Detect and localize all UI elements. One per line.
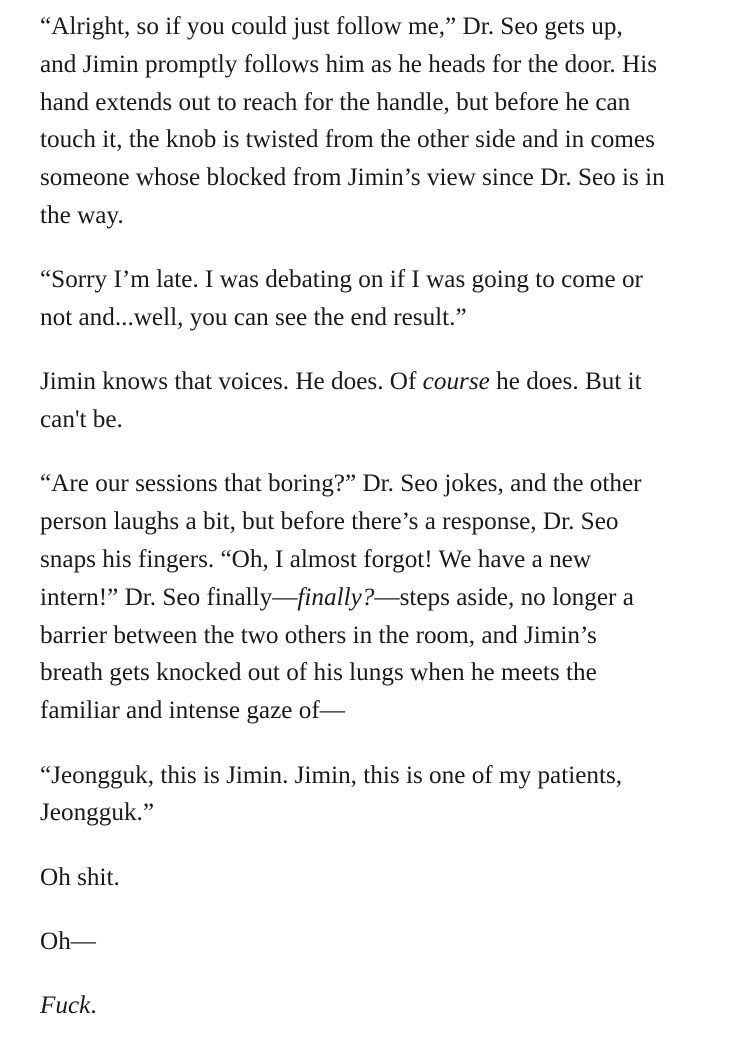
story-paragraph (40, 465, 730, 730)
story-paragraph (40, 363, 730, 439)
story-paragraph (40, 8, 730, 235)
text-segment: familiar and intense gaze of— (40, 697, 345, 725)
text-line (40, 121, 730, 159)
story-paragraph (40, 261, 730, 337)
text-line (40, 84, 730, 122)
text-line (40, 617, 730, 655)
text-line (40, 757, 730, 795)
text-segment: “Are our sessions that boring?” Dr. Seo jokes, and the other (40, 470, 642, 498)
text-line (40, 503, 730, 541)
story-paragraph (40, 923, 730, 961)
text-segment: intern!” Dr. Seo finally— (40, 583, 298, 611)
text-segment: snaps his fingers. “Oh, I almost forgot! We have a new (40, 546, 592, 574)
text-line (40, 46, 730, 84)
text-segment: not and...well, you can see the end result.” (40, 304, 467, 332)
text-segment: “Alright, so if you could just follow me,” Dr. Seo gets up, (40, 13, 623, 40)
text-segment: can't be. (40, 406, 123, 434)
text-line (40, 197, 730, 235)
text-segment: Oh— (40, 927, 96, 955)
text-line (40, 794, 730, 832)
text-segment: and Jimin promptly follows him as he heads for the door. His (40, 50, 658, 78)
text-line (40, 401, 730, 439)
text-segment: hand extends out to reach for the handle, but before he can (40, 88, 631, 116)
story-paragraph (40, 757, 730, 833)
text-segment: Jimin knows that voices. He does. Of (40, 368, 423, 396)
text-line (40, 692, 730, 730)
text-line (40, 541, 730, 579)
text-segment: barrier between the two others in the room, and Jimin’s (40, 621, 597, 649)
text-line (40, 654, 730, 692)
text-line (40, 465, 730, 503)
text-line (40, 8, 730, 46)
text-segment: the way. (40, 201, 124, 229)
text-segment: person laughs a bit, but before there’s a response, Dr. Seo (40, 508, 619, 536)
text-line (40, 923, 730, 961)
text-segment: someone whose blocked from Jimin’s view since Dr. Seo is in (40, 164, 665, 192)
text-line (40, 261, 730, 299)
text-line (40, 987, 730, 1025)
text-line (40, 363, 730, 401)
text-segment: “Jeongguk, this is Jimin. Jimin, this is one of my patients, (40, 761, 623, 789)
text-segment: touch it, the knob is twisted from the other side and in comes (40, 126, 655, 154)
story-page (40, 8, 730, 1025)
text-segment: Oh shit. (40, 863, 120, 891)
text-segment: he does. But it (489, 368, 642, 396)
story-paragraph (40, 859, 730, 897)
text-segment: breath gets knocked out of his lungs when he meets the (40, 659, 597, 687)
text-segment: —steps aside, no longer a (374, 583, 634, 611)
text-line (40, 299, 730, 337)
italic-text: Fuck (40, 992, 91, 1020)
text-segment: . (90, 992, 97, 1020)
italic-text: finally? (297, 583, 375, 611)
text-segment: “Sorry I’m late. I was debating on if I was going to come or (40, 266, 643, 294)
italic-text: course (422, 368, 490, 396)
text-line (40, 579, 730, 617)
story-paragraph (40, 987, 730, 1025)
text-line (40, 159, 730, 197)
text-segment: Jeongguk.” (40, 799, 155, 827)
text-line (40, 859, 730, 897)
